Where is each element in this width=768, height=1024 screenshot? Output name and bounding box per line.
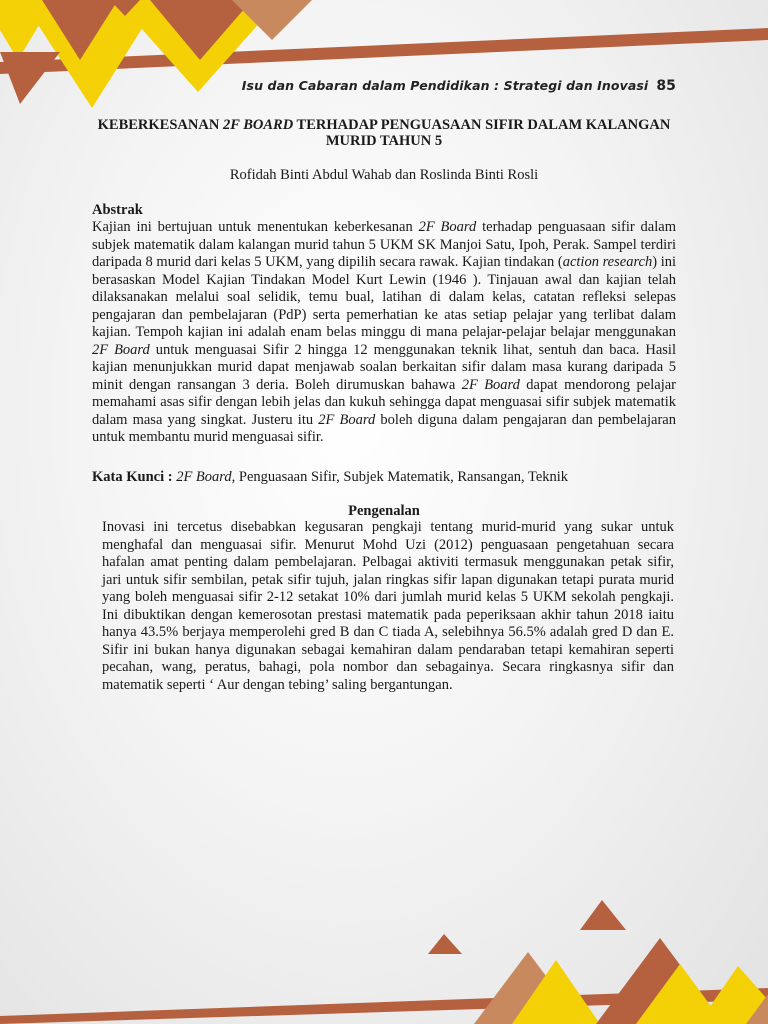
introduction-body: Inovasi ini tercetus disebabkan kegusaran pengkaji tentang murid-murid yang sukar untuk menghafal dan menguasai sifir. Menurut Mohd Uzi (2012) penguasaan pengetahuan secara hafalan amat penting dalam pembelajaran. Pelbagai aktiviti termasuk menggunakan petak sifir, jari untuk sifir sembilan, petak sifir tujuh, jalan ringkas sifir lapan digunakan tetapi purata murid yang boleh menguasai sifir 2-12 setakat 10% dari jumlah murid kelas 5 UKM sekolah pengkaji. Ini dibuktikan dengan kemerosotan prestasi matematik pada peperiksaan akhir tahun 2018 iaitu hanya 43.5% berjaya memperolehi gred B dan C tiada A, selebihnya 56.5% adalah gred D dan E. Sifir ini bukan hanya digunakan sebagai kemahiran dalam pendaraban tetapi kemahiran seperti pecahan, wang, peratus, bahagi, pola nombor dan sebagainya. Secara ringkasnya sifir dan matematik seperti ‘ Aur dengan tebing’ saling bergantungan. (102, 519, 674, 693)
title-term: 2F BOARD (222, 117, 294, 133)
keywords-list: , Penguasaan Sifir, Subjek Matematik, Ransangan, Teknik (231, 469, 569, 485)
keywords-label: Kata Kunci : (92, 469, 177, 485)
abstract-heading: Abstrak (92, 202, 143, 218)
bottom-brown-triangle (580, 900, 626, 930)
page-number: 85 (656, 78, 676, 94)
keywords (92, 469, 676, 486)
abstract-body (92, 219, 676, 447)
abstract-term: 2F Board (418, 219, 477, 235)
abstract-text: untuk menguasai Sifir 2 hingga 12 menggunakan teknik lihat, sentuh dan baca. Hasil kajian menunjukkan murid dapat menjawab soalan berkaitan sifir dalam masa kurang daripada 5 minit dengan ransangan 3 deria. Boleh dirumuskan bahawa (92, 341, 676, 393)
abstract-text: Kajian ini bertujuan untuk menentukan keberkesanan (92, 219, 419, 235)
bottom-decoration (0, 900, 768, 1024)
abstract-term: 2F Board (92, 341, 150, 358)
title-part: TERHADAP PENGUASAAN SIFIR DALAM KALANGAN MURID TAHUN 5 (293, 117, 671, 149)
abstract-text: dapat mendorong pelajar memahami asas sifir dengan lebih jelas dan kukuh sehingga dapat menguasai sifir subjek matematik dalam masa yang singkat. Justeru itu (92, 376, 676, 428)
running-header (0, 78, 676, 94)
authors: Rofidah Binti Abdul Wahab dan Roslinda Binti Rosli (229, 167, 539, 183)
bottom-brown-triangle (428, 934, 462, 954)
keywords-term: 2F Board (176, 469, 232, 485)
paper-title (90, 117, 678, 149)
abstract-term: 2F Board (318, 411, 376, 428)
abstract-text: ) ini berasaskan Model Kajian Tindakan Model Kurt Lewin (1946 ). Tinjauan awal dan kajian telah dilaksanakan melalui soal selidik, temu bual, latihan di dalam kelas, catatan refleksi selepas pengajaran dan pembelajaran (PdP) serta pemerhatian ke atas setiap pelajar yang terlibat dalam kajian. Tempoh kajian ini adalah enam belas minggu di mana pelajar-pelajar belajar menggunakan (92, 254, 676, 340)
running-title: Isu dan Cabaran dalam Pendidikan : Strategi dan Inovasi (241, 78, 649, 93)
abstract-term: 2F Board (461, 376, 520, 393)
title-part: KEBERKESANAN (97, 117, 223, 133)
abstract-text: boleh diguna dalam pengajaran dan pembelajaran untuk membantu murid menguasai sifir. (92, 411, 676, 445)
introduction-heading: Pengenalan (348, 503, 420, 519)
abstract-text: terhadap penguasaan sifir dalam subjek matematik dalam kalangan murid tahun 5 UKM SK Manjoi Satu, Ipoh, Perak. Sampel terdiri daripada 8 murid dari kelas 5 UKM, yang dipilih secara rawak. Kajian tindakan ( (92, 219, 676, 270)
abstract-term: action research (562, 254, 653, 270)
